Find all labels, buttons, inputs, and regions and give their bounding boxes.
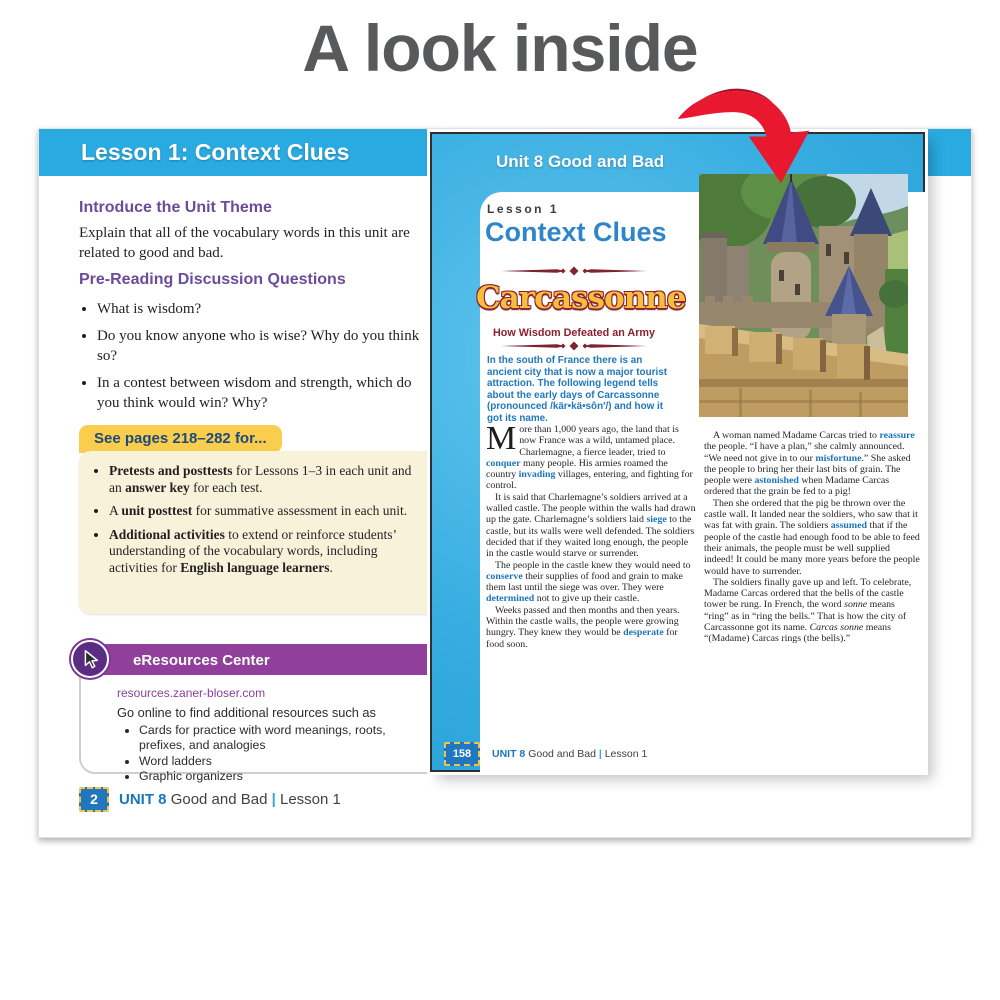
list-item: • Cards for practice with word meanings, roots, prefixes, and analogies [139,723,429,754]
list-item: • Additional activities to extend or reinforce students’ understanding of the vocabulary words, including activities for English language learners. [109,527,423,577]
unit-title: Good and Bad [528,748,596,760]
student-page [430,132,925,772]
story-paragraph: The people in the castle knew they would need to conserve their supplies of food and grain to make them last until the siege was over. They were determined not to give up their castle. [486,559,691,605]
list-item: • In a contest between wisdom and strength, which do you think would win? Why? [97,373,427,413]
eresources-title: eResources Center [133,652,270,669]
prereading-bullet-list [97,299,427,420]
story-paragraph: More than 1,000 years ago, the land that is now France was a wild, untamed place. Charlemagne, a fierce leader, tried to conquer many people. His armies roamed the country invading villages, entering, and fighting for control. [486,420,693,492]
cursor-arrow-icon [71,640,109,678]
footer-separator: | [598,748,602,760]
lesson-label: Lesson 1 [279,791,341,808]
unit-label: UNIT 8 [492,748,526,760]
story-paragraph: The soldiers finally gave up and left. To celebrate, Madame Carcas ordered that the bells of the castle tower be rung. In French, the word sonne means “ring” as in “ring the bells.” That is how the city of Carcassonne got its name. Carcas sonne means “(Madame) Carcas rings (the bells).” [704,576,912,645]
eresources-box [79,644,441,783]
list-item: • Do you know anyone who is wise? Why do you think so? [97,326,427,366]
story-paragraph: It is said that Charlemagne’s soldiers arrived at a walled castle. The people within the walls had drawn up the gate. Charlemagne’s soldiers laid siege to the castle, but its walls were well defended. The soldiers decided that if they waited long enough, the people in the castle would starve or surrender. [486,491,696,560]
unit-label: UNIT 8 [119,791,167,808]
intro-theme-body: Explain that all of the vocabulary words in this unit are related to good and bad. [79,225,410,261]
student-header-title: Unit 8 Good and Bad [496,152,665,171]
eresources-lead: Go online to find additional resources such as [117,705,376,720]
carcassonne-castle-photo [699,174,908,417]
teacher-header-title: Lesson 1: Context Clues [81,139,350,165]
see-pages-box [79,451,439,614]
list-item: • Graphic organizers [139,769,429,784]
student-footer [444,742,647,766]
story-column-2 [704,430,921,645]
see-pages-bullet-list [109,463,423,576]
page-title: A look inside [302,11,698,85]
eresources-bullet-list [139,723,429,784]
story-title: Carcassonne [476,280,686,316]
teacher-footer-text [119,791,341,808]
student-footer-text [492,748,647,760]
footer-separator: | [271,791,276,808]
see-pages-tab: See pages 218–282 for... [79,425,282,453]
story-paragraph: Then she ordered that the pig be thrown over the castle wall. It landed near the soldiers, who saw that it was fat with grain. The soldiers assumed that if the people of the castle had enough food to be able to feed their animals, the people must be well supplied indeed! It could be many more years before the people would have to surrender. [704,497,920,577]
teacher-footer [79,787,341,812]
story-subtitle: How Wisdom Defeated an Army [492,327,656,339]
student-lesson-title: Context Clues [485,217,667,247]
student-lesson-label: Lesson 1 [487,202,560,216]
story-intro: In the south of France there is an ancient city that is now a major tourist attraction. The following legend tells about the early days of Carcassonne (pronounced /kär•kä•sôn′/) and how it got its name. [487,355,667,424]
curved-red-arrow-icon [670,82,820,194]
list-item: • A unit posttest for summative assessment in each unit. [109,503,423,520]
list-item: • Word ladders [139,754,429,769]
list-item: • What is wisdom? [97,299,427,319]
lesson-label: Lesson 1 [604,748,648,760]
intro-theme-heading: Introduce the Unit Theme [79,199,272,216]
unit-title: Good and Bad [170,791,268,808]
drop-cap: M [486,420,517,457]
ornament-divider-icon [499,266,649,276]
story-paragraph: A woman named Madame Carcas tried to reassure the people. “I have a plan,” she calmly announced. “We need not give in to our misfortune.” She asked the people to bring her their last bits of grain. The people were astonished when Madame Carcas ordered that the grain be fed to a pig! [704,430,915,498]
story-column-1 [486,420,698,650]
eresources-url-link[interactable]: resources.zaner-bloser.com [117,686,266,700]
ornament-divider-icon [499,341,649,351]
teacher-page-number-badge: 2 [79,787,109,812]
list-item: • Pretests and posttests for Lessons 1–3 in each unit and an answer key for each test. [109,463,423,496]
prereading-heading: Pre-Reading Discussion Questions [79,271,346,288]
story-paragraph: Weeks passed and then months and then years. Within the castle walls, the people were growing hungry. They knew they would be desperate for food soon. [486,604,680,650]
student-page-number-badge: 158 [444,742,480,766]
